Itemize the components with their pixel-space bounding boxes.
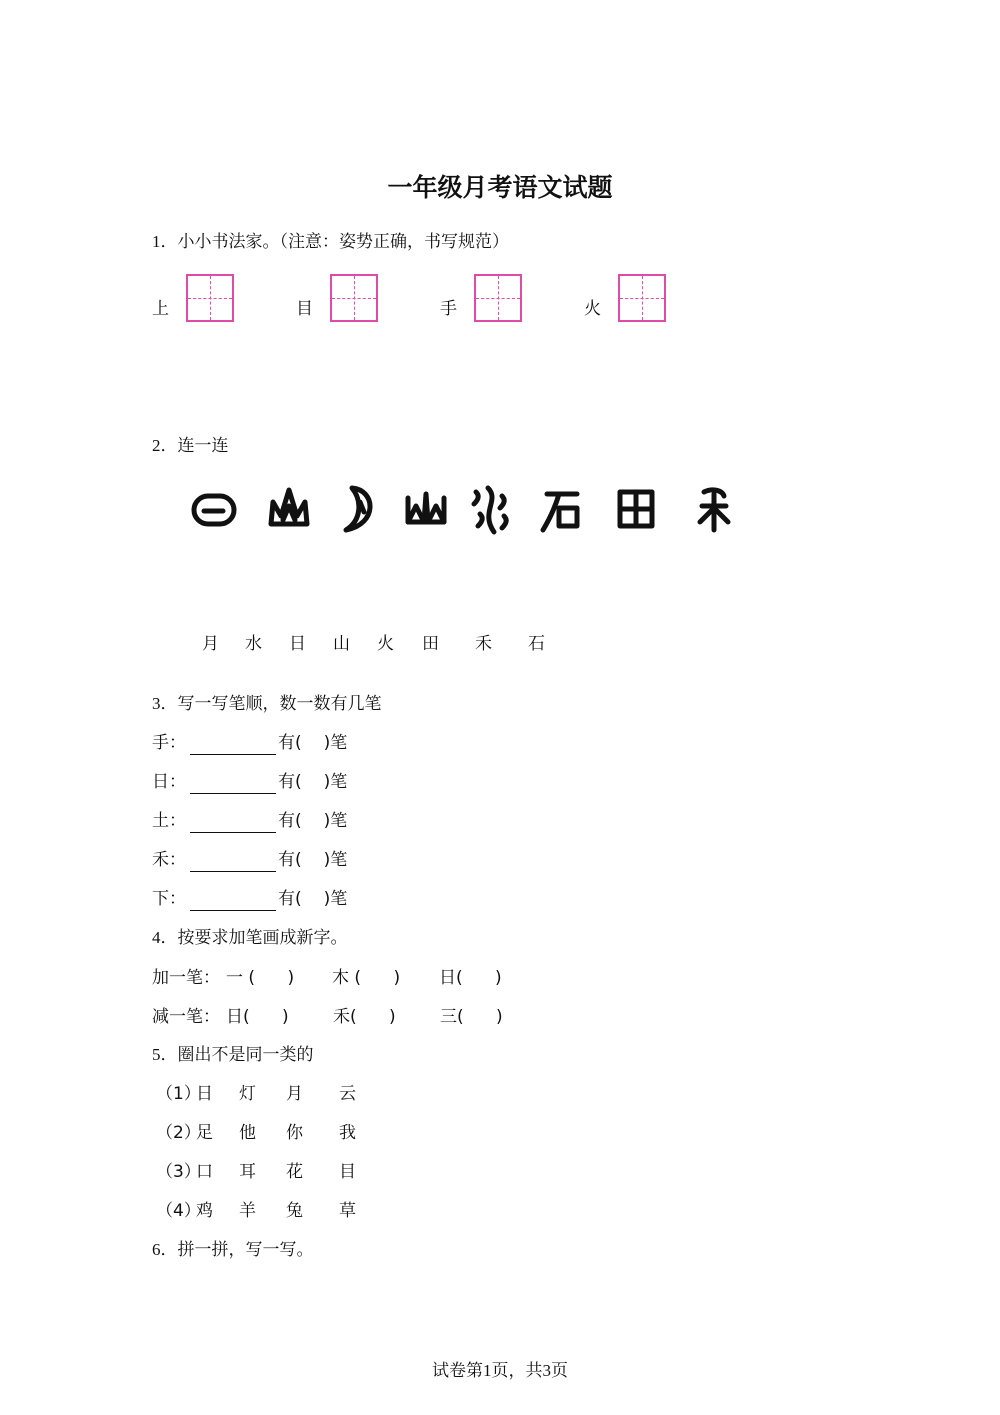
question-5	[152, 1043, 314, 1067]
row-label: 手：	[152, 733, 186, 753]
yue-oracle-icon[interactable]	[332, 480, 388, 540]
question-text: 小小书法家。（注意：姿势正确，书写规范）	[177, 232, 509, 252]
word-item[interactable]: 日	[196, 1084, 213, 1104]
question-6	[152, 1238, 314, 1262]
word-item[interactable]: 云	[339, 1084, 356, 1104]
add-item-3[interactable]: 日( )	[439, 968, 502, 988]
question-1	[152, 230, 509, 254]
row-label: 下：	[152, 889, 186, 909]
group-index-3: （3）	[156, 1162, 201, 1182]
question-number: 2．	[152, 436, 178, 455]
stroke-row	[152, 848, 347, 872]
remove-item-1[interactable]: 日( )	[226, 1007, 289, 1027]
practice-char-4: 火	[584, 299, 601, 319]
writing-grid-2[interactable]	[330, 274, 378, 322]
word-item[interactable]: 灯	[239, 1084, 256, 1104]
practice-char-3: 手	[440, 299, 457, 319]
add-item-1[interactable]: 一 ( )	[226, 968, 295, 988]
word-item[interactable]: 你	[286, 1123, 303, 1143]
remove-item-3[interactable]: 三( )	[440, 1007, 503, 1027]
remove-item-2[interactable]: 禾( )	[333, 1007, 396, 1027]
he-oracle-icon[interactable]	[686, 480, 742, 540]
question-number: 5．	[152, 1045, 178, 1064]
row-end: )笔	[323, 850, 348, 870]
match-char-2[interactable]: 水	[245, 634, 262, 654]
add-stroke-label: 加一笔：	[152, 968, 220, 988]
add-item-2[interactable]: 木 ( )	[332, 968, 401, 988]
word-item[interactable]: 鸡	[196, 1201, 213, 1221]
row-end: )笔	[323, 811, 348, 831]
writing-grid-4[interactable]	[618, 274, 666, 322]
stroke-row	[152, 887, 347, 911]
writing-grid-3[interactable]	[474, 274, 522, 322]
practice-char-1: 上	[152, 299, 169, 319]
word-item[interactable]: 我	[339, 1123, 356, 1143]
stroke-row	[152, 770, 347, 794]
row-mid: 有(	[278, 889, 302, 909]
question-text: 圈出不是同一类的	[177, 1045, 314, 1065]
answer-blank[interactable]	[190, 736, 276, 755]
remove-stroke-label: 减一笔：	[152, 1007, 220, 1027]
question-text: 写一写笔顺，数一数有几笔	[177, 694, 382, 714]
word-item[interactable]: 耳	[239, 1162, 256, 1182]
practice-char-2: 目	[296, 299, 313, 319]
question-text: 连一连	[177, 436, 229, 456]
question-number: 3．	[152, 694, 178, 713]
row-end: )笔	[323, 733, 348, 753]
question-number: 6．	[152, 1240, 178, 1259]
match-char-5[interactable]: 火	[377, 634, 394, 654]
question-text: 按要求加笔画成新字。	[177, 928, 348, 948]
shui-oracle-icon[interactable]	[464, 480, 520, 540]
group-index-4: （4）	[156, 1201, 201, 1221]
shi-oracle-icon[interactable]	[533, 480, 589, 540]
word-item[interactable]: 花	[286, 1162, 303, 1182]
question-text: 拼一拼，写一写。	[177, 1240, 314, 1260]
ri-oracle-icon[interactable]	[186, 480, 242, 540]
row-mid: 有(	[278, 850, 302, 870]
stroke-row	[152, 809, 347, 833]
word-item[interactable]: 月	[286, 1084, 303, 1104]
row-mid: 有(	[278, 772, 302, 792]
word-item[interactable]: 兔	[286, 1201, 303, 1221]
row-label: 土：	[152, 811, 186, 831]
question-2	[152, 434, 229, 458]
question-4	[152, 926, 348, 950]
row-label: 日：	[152, 772, 186, 792]
stroke-row	[152, 731, 347, 755]
word-item[interactable]: 足	[196, 1123, 213, 1143]
tian-oracle-icon[interactable]	[608, 480, 664, 540]
huo-oracle-icon[interactable]	[261, 480, 317, 540]
question-3	[152, 692, 382, 716]
row-label: 禾：	[152, 850, 186, 870]
group-index-1: （1）	[156, 1084, 201, 1104]
answer-blank[interactable]	[190, 853, 276, 872]
row-mid: 有(	[278, 811, 302, 831]
writing-grid-1[interactable]	[186, 274, 234, 322]
page-footer: 试卷第1页，共3页	[432, 1361, 568, 1380]
word-item[interactable]: 他	[239, 1123, 256, 1143]
match-char-4[interactable]: 山	[333, 634, 350, 654]
match-char-6[interactable]: 田	[422, 634, 439, 654]
match-char-7[interactable]: 禾	[475, 634, 492, 654]
answer-blank[interactable]	[190, 775, 276, 794]
match-char-8[interactable]: 石	[528, 634, 545, 654]
answer-blank[interactable]	[190, 892, 276, 911]
match-char-1[interactable]: 月	[202, 634, 219, 654]
match-char-3[interactable]: 日	[289, 634, 306, 654]
word-item[interactable]: 目	[339, 1162, 356, 1182]
word-item[interactable]: 羊	[239, 1201, 256, 1221]
question-number: 4．	[152, 928, 178, 947]
row-mid: 有(	[278, 733, 302, 753]
shan-oracle-icon[interactable]	[398, 480, 454, 540]
row-end: )笔	[323, 772, 348, 792]
group-index-2: （2）	[156, 1123, 201, 1143]
page-title: 一年级月考语文试题	[387, 173, 613, 202]
question-number: 1．	[152, 232, 178, 251]
word-item[interactable]: 草	[339, 1201, 356, 1221]
word-item[interactable]: 口	[196, 1162, 213, 1182]
row-end: )笔	[323, 889, 348, 909]
answer-blank[interactable]	[190, 814, 276, 833]
